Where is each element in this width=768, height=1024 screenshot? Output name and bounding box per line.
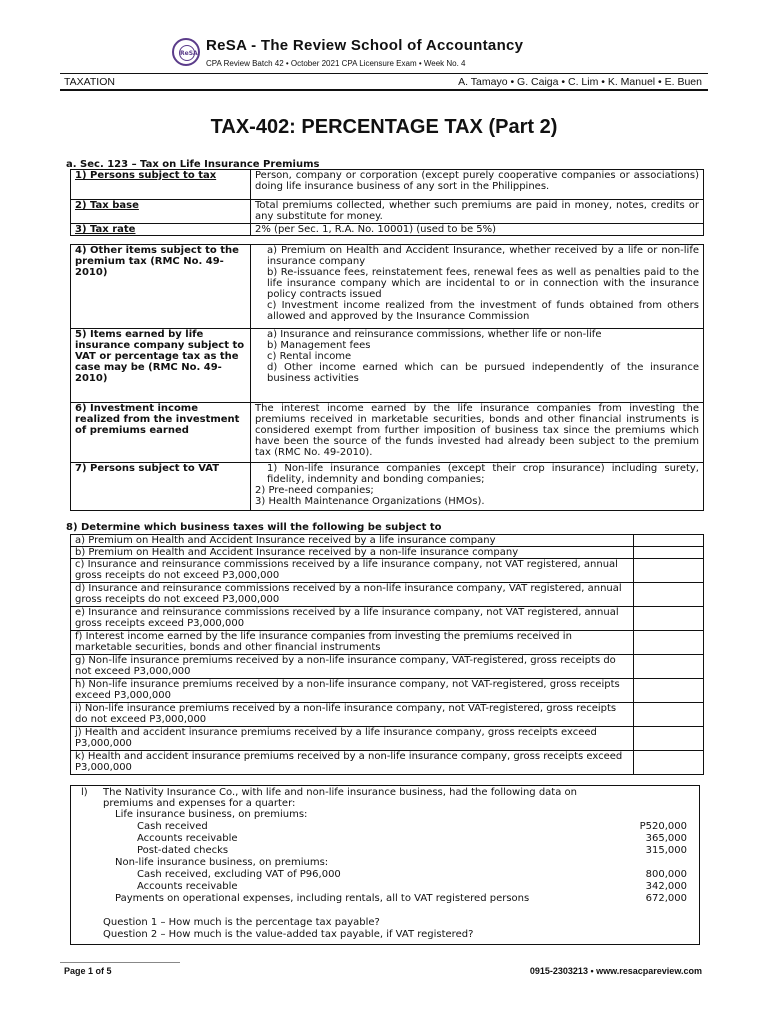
section-a-heading: a. Sec. 123 – Tax on Life Insurance Premiums — [66, 159, 320, 170]
question-item: e) Insurance and reinsurance commissions received by a life insurance company, not VAT registered, annual gross receipts exceed P3,000,000 — [71, 607, 634, 631]
table-row — [71, 535, 704, 547]
list-item: a) Insurance and reinsurance commissions, whether life or non-life — [267, 329, 602, 340]
question-item: h) Non-life insurance premiums received by a non-life insurance company, not VAT-registered, gross receipts exceed P3,000,000 — [71, 679, 634, 703]
question-item: j) Health and accident insurance premiums received by a life insurance company, gross receipts exceed P3,000,000 — [71, 727, 634, 751]
footer-divider — [60, 962, 180, 963]
section-b-table — [70, 244, 704, 511]
table-row — [71, 224, 704, 236]
section-a-table — [70, 169, 704, 236]
row-label: 5) Items earned by life insurance company subject to VAT or percentage tax as the case may be (RMC No. 49-2010) — [71, 329, 251, 403]
table-row — [71, 655, 704, 679]
table-row — [71, 751, 704, 775]
question-item: c) Insurance and reinsurance commissions received by a life insurance company, not VAT registered, annual gross receipts do not exceed P3,000,000 — [71, 559, 634, 583]
answer-cell[interactable] — [634, 547, 704, 559]
life-item-amount: 315,000 — [645, 845, 687, 856]
life-item-amount: 365,000 — [645, 833, 687, 844]
list-item: b) Management fees — [267, 340, 371, 351]
table-row — [71, 583, 704, 607]
life-item-amount: P520,000 — [639, 821, 687, 832]
payments-label: Payments on operational expenses, including rentals, all to VAT registered persons — [115, 893, 530, 904]
list-item: b) Re-issuance fees, reinstatement fees, renewal fees as well as penalties paid to the life insurance company which are incidental to or in connection with the insurance policy contracts issued — [267, 267, 699, 300]
list-item: 3) Health Maintenance Organizations (HMOs). — [255, 496, 485, 507]
batch-info: CPA Review Batch 42 • October 2021 CPA Licensure Exam • Week No. 4 — [206, 59, 466, 68]
question-8-heading: 8) Determine which business taxes will the following be subject to — [66, 522, 442, 533]
list-item: c) Investment income realized from the investment of funds obtained from others allowed and approved by the Insurance Commission — [267, 300, 699, 322]
question-item: d) Insurance and reinsurance commissions received by a non-life insurance company, VAT registered, annual gross receipts do not exceed P3,000,000 — [71, 583, 634, 607]
table-row — [71, 559, 704, 583]
question-2: Question 2 – How much is the value-added tax payable, if VAT registered? — [103, 929, 474, 940]
answer-cell[interactable] — [634, 607, 704, 631]
answer-cell[interactable] — [634, 703, 704, 727]
row-label: 7) Persons subject to VAT — [71, 463, 251, 511]
subject-ribbon — [60, 73, 708, 91]
row-content: Total premiums collected, whether such premiums are paid in money, notes, credits or any substitute for money. — [251, 200, 704, 224]
list-item: 1) Non-life insurance companies (except their crop insurance) including surety, fidelity, indemnity and bonding companies; — [267, 463, 699, 485]
list-item: 2) Pre-need companies; — [255, 485, 374, 496]
problem-intro-line-1: The Nativity Insurance Co., with life and non-life insurance business, had the following data on — [103, 787, 577, 798]
table-row — [71, 245, 704, 329]
row-label: 1) Persons subject to tax — [75, 170, 217, 181]
footer-contact: 0915-2303213 • www.resacpareview.com — [529, 966, 702, 976]
question-item: a) Premium on Health and Accident Insurance received by a life insurance company — [71, 535, 634, 547]
school-name: ReSA - The Review School of Accountancy — [206, 37, 524, 54]
table-row — [71, 200, 704, 224]
subject-label: TAXATION — [64, 76, 115, 88]
nonlife-item-amount: 342,000 — [645, 881, 687, 892]
table-row — [71, 727, 704, 751]
list-item: d) Other income earned which can be pursued independently of the insurance business activities — [267, 362, 699, 384]
question-item: b) Premium on Health and Accident Insurance received by a non-life insurance company — [71, 547, 634, 559]
answer-cell[interactable] — [634, 535, 704, 547]
table-row — [71, 703, 704, 727]
problem-marker: l) — [81, 787, 88, 798]
table-row — [71, 329, 704, 403]
life-heading: Life insurance business, on premiums: — [115, 809, 308, 820]
table-row — [71, 547, 704, 559]
list-item: c) Rental income — [267, 351, 352, 362]
question-item: g) Non-life insurance premiums received by a non-life insurance company, VAT-registered, gross receipts do not exceed P3,000,000 — [71, 655, 634, 679]
question-item: k) Health and accident insurance premiums received by a non-life insurance company, gross receipts exceed P3,000,000 — [71, 751, 634, 775]
seal-text: ReSA — [180, 50, 198, 57]
answer-cell[interactable] — [634, 727, 704, 751]
row-label: 2) Tax base — [75, 200, 139, 211]
answer-cell[interactable] — [634, 559, 704, 583]
row-label: 3) Tax rate — [75, 224, 136, 235]
row-content: Person, company or corporation (except purely cooperative companies or associations) doing life insurance business of any sort in the Philippines. — [251, 170, 704, 200]
nonlife-item-label: Cash received, excluding VAT of P96,000 — [137, 869, 341, 880]
problem-l-box — [70, 785, 700, 945]
life-item-label: Post-dated checks — [137, 845, 229, 856]
authors: A. Tamayo • G. Caiga • C. Lim • K. Manuel • E. Buen — [458, 76, 702, 88]
nonlife-heading: Non-life insurance business, on premiums: — [115, 857, 329, 868]
answer-cell[interactable] — [634, 751, 704, 775]
table-row — [71, 679, 704, 703]
page-title: TAX-402: PERCENTAGE TAX (Part 2) — [210, 116, 558, 138]
list-item: a) Premium on Health and Accident Insurance, whether received by a life or non-life insurance company — [267, 245, 699, 267]
table-row — [71, 631, 704, 655]
answer-cell[interactable] — [634, 655, 704, 679]
life-item-label: Accounts receivable — [137, 833, 238, 844]
table-row — [71, 463, 704, 511]
question-1: Question 1 – How much is the percentage tax payable? — [103, 917, 380, 928]
page-number: Page 1 of 5 — [64, 966, 112, 976]
nonlife-item-label: Accounts receivable — [137, 881, 238, 892]
school-seal-logo — [172, 38, 200, 66]
nonlife-item-amount: 800,000 — [645, 869, 687, 880]
table-row — [71, 607, 704, 631]
answer-cell[interactable] — [634, 679, 704, 703]
payments-amount: 672,000 — [645, 893, 687, 904]
answer-cell[interactable] — [634, 631, 704, 655]
answer-cell[interactable] — [634, 583, 704, 607]
life-item-label: Cash received — [137, 821, 208, 832]
row-content: 2% (per Sec. 1, R.A. No. 10001) (used to be 5%) — [251, 224, 704, 236]
question-8-table — [70, 534, 704, 775]
question-item: f) Interest income earned by the life insurance companies from investing the premiums received in marketable securities, bonds and other financial instruments — [71, 631, 634, 655]
table-row — [71, 403, 704, 463]
row-label: 4) Other items subject to the premium tax (RMC No. 49-2010) — [71, 245, 251, 329]
question-item: i) Non-life insurance premiums received by a non-life insurance company, not VAT-registered, gross receipts do not exceed P3,000,000 — [71, 703, 634, 727]
problem-intro-line-2: premiums and expenses for a quarter: — [103, 798, 296, 809]
document-header — [172, 36, 732, 72]
table-row — [71, 170, 704, 200]
row-label: 6) Investment income realized from the investment of premiums earned — [71, 403, 251, 463]
row-content: The interest income earned by the life insurance companies from investing the premiums received in marketable securities, bonds and other financial instruments is considered exempt from further imposition of business tax since the premiums which have been the source of the funds invested had already been subject to the premium tax (RMC No. 49-2010). — [251, 403, 704, 463]
